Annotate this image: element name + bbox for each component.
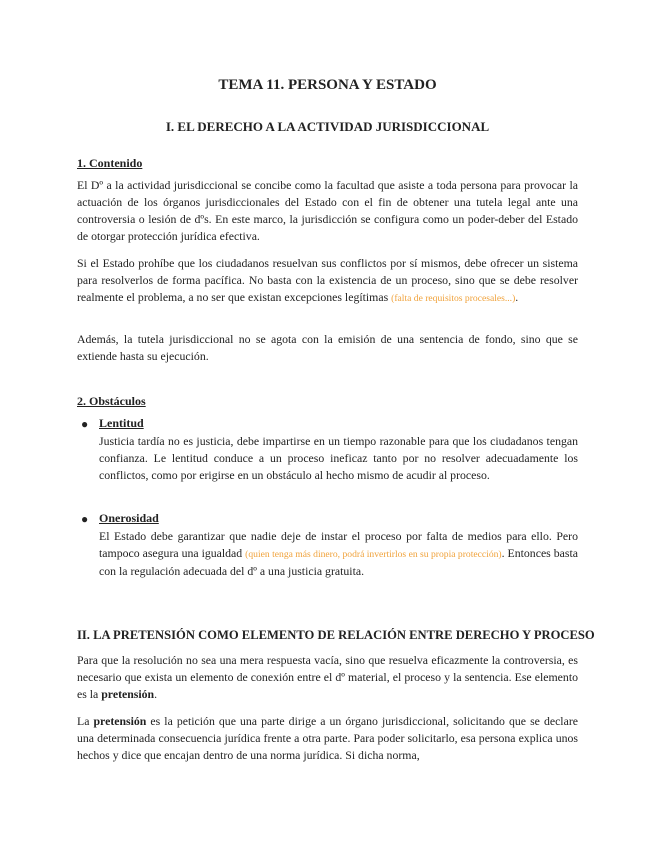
onerosidad-end: . Entonces basta con la regulación adecuada del dº a una justicia gratuita. (99, 546, 578, 578)
onerosidad-text (99, 528, 578, 580)
paragraph-4-bold: pretensión (101, 687, 155, 701)
lentitud-text: Justicia tardía no es justicia, debe impartirse en un tiempo razonable para que los ciudadanos tengan confianza. Le lentitud conduce a un proceso ineficaz tanto por no resolver adecuadamente los conflictos, como por erigirse en un obstáculo al hecho mismo de acudir al proceso. (99, 434, 578, 482)
paragraph-2-text: Si el Estado prohíbe que los ciudadanos resuelvan sus conflictos por sí mismos, debe ofrecer un sistema para resolverlos de forma pacífica. No basta con la existencia de un proceso, sino que se debe resolver realmente el problema, a no ser que existan excepciones legítimas (77, 256, 578, 304)
paragraph-4 (77, 652, 578, 703)
section-1-heading: I. EL DERECHO A LA ACTIVIDAD JURISDICCIONAL (165, 119, 490, 134)
onerosidad-note: (quien tenga más dinero, podrá invertirlos en su propia protección) (245, 549, 502, 560)
paragraph-5-bold: pretensión (93, 714, 147, 728)
paragraph-1: El Dº a la actividad jurisdiccional se concibe como la facultad que asiste a toda persona para provocar la actuación de los órganos jurisdiccionales del Estado con el fin de obtener una tutela legal ante una controversia o lesión de dºs. En este marco, la jurisdicción se configura como un poder-deber del Estado de otorgar protección jurídica efectiva. (77, 178, 578, 243)
paragraph-2-note: (falta de requisitos procesales...) (391, 293, 516, 304)
onerosidad-text-main: El Estado debe garantizar que nadie deje de instar el proceso por falta de medios para ello. Pero tampoco asegura una igualdad (99, 529, 578, 560)
paragraph-5-start: La (77, 714, 94, 728)
paragraph-4-end: . (154, 687, 158, 701)
document-title: TEMA 11. PERSONA Y ESTADO (218, 77, 437, 93)
lentitud-title: Lentitud (99, 416, 144, 430)
section-2-heading: II. LA PRETENSIÓN COMO ELEMENTO DE RELACIÓN ENTRE DERECHO Y PROCESO (77, 628, 595, 642)
onerosidad-title: Onerosidad (99, 511, 159, 525)
paragraph-2-end: . (515, 290, 519, 304)
obstaculos-heading: 2. Obstáculos (77, 394, 146, 408)
paragraph-3: Además, la tutela jurisdiccional no se agota con la emisión de una sentencia de fondo, sino que se extiende hasta su ejecución. (77, 332, 578, 363)
paragraph-4-text: Para que la resolución no sea una mera respuesta vacía, sino que resuelva eficazmente la controversia, es necesario que exista un elemento de conexión entre el dº material, el proceso y la sentencia. Ese elemento es la (77, 653, 578, 701)
paragraph-2 (77, 255, 578, 307)
contenido-heading: 1. Contenido (77, 156, 143, 170)
bullet-icon: ● (81, 512, 89, 526)
bullet-icon: ● (81, 417, 89, 431)
paragraph-5-text: es la petición que una parte dirige a un órgano jurisdiccional, solicitando que se declare una determinada consecuencia jurídica frente a otra parte. Para poder solicitarlo, esa persona explica unos hechos y dice que encajan dentro de una norma jurídica. Si dicha norma, (77, 714, 578, 762)
paragraph-5 (77, 713, 578, 764)
